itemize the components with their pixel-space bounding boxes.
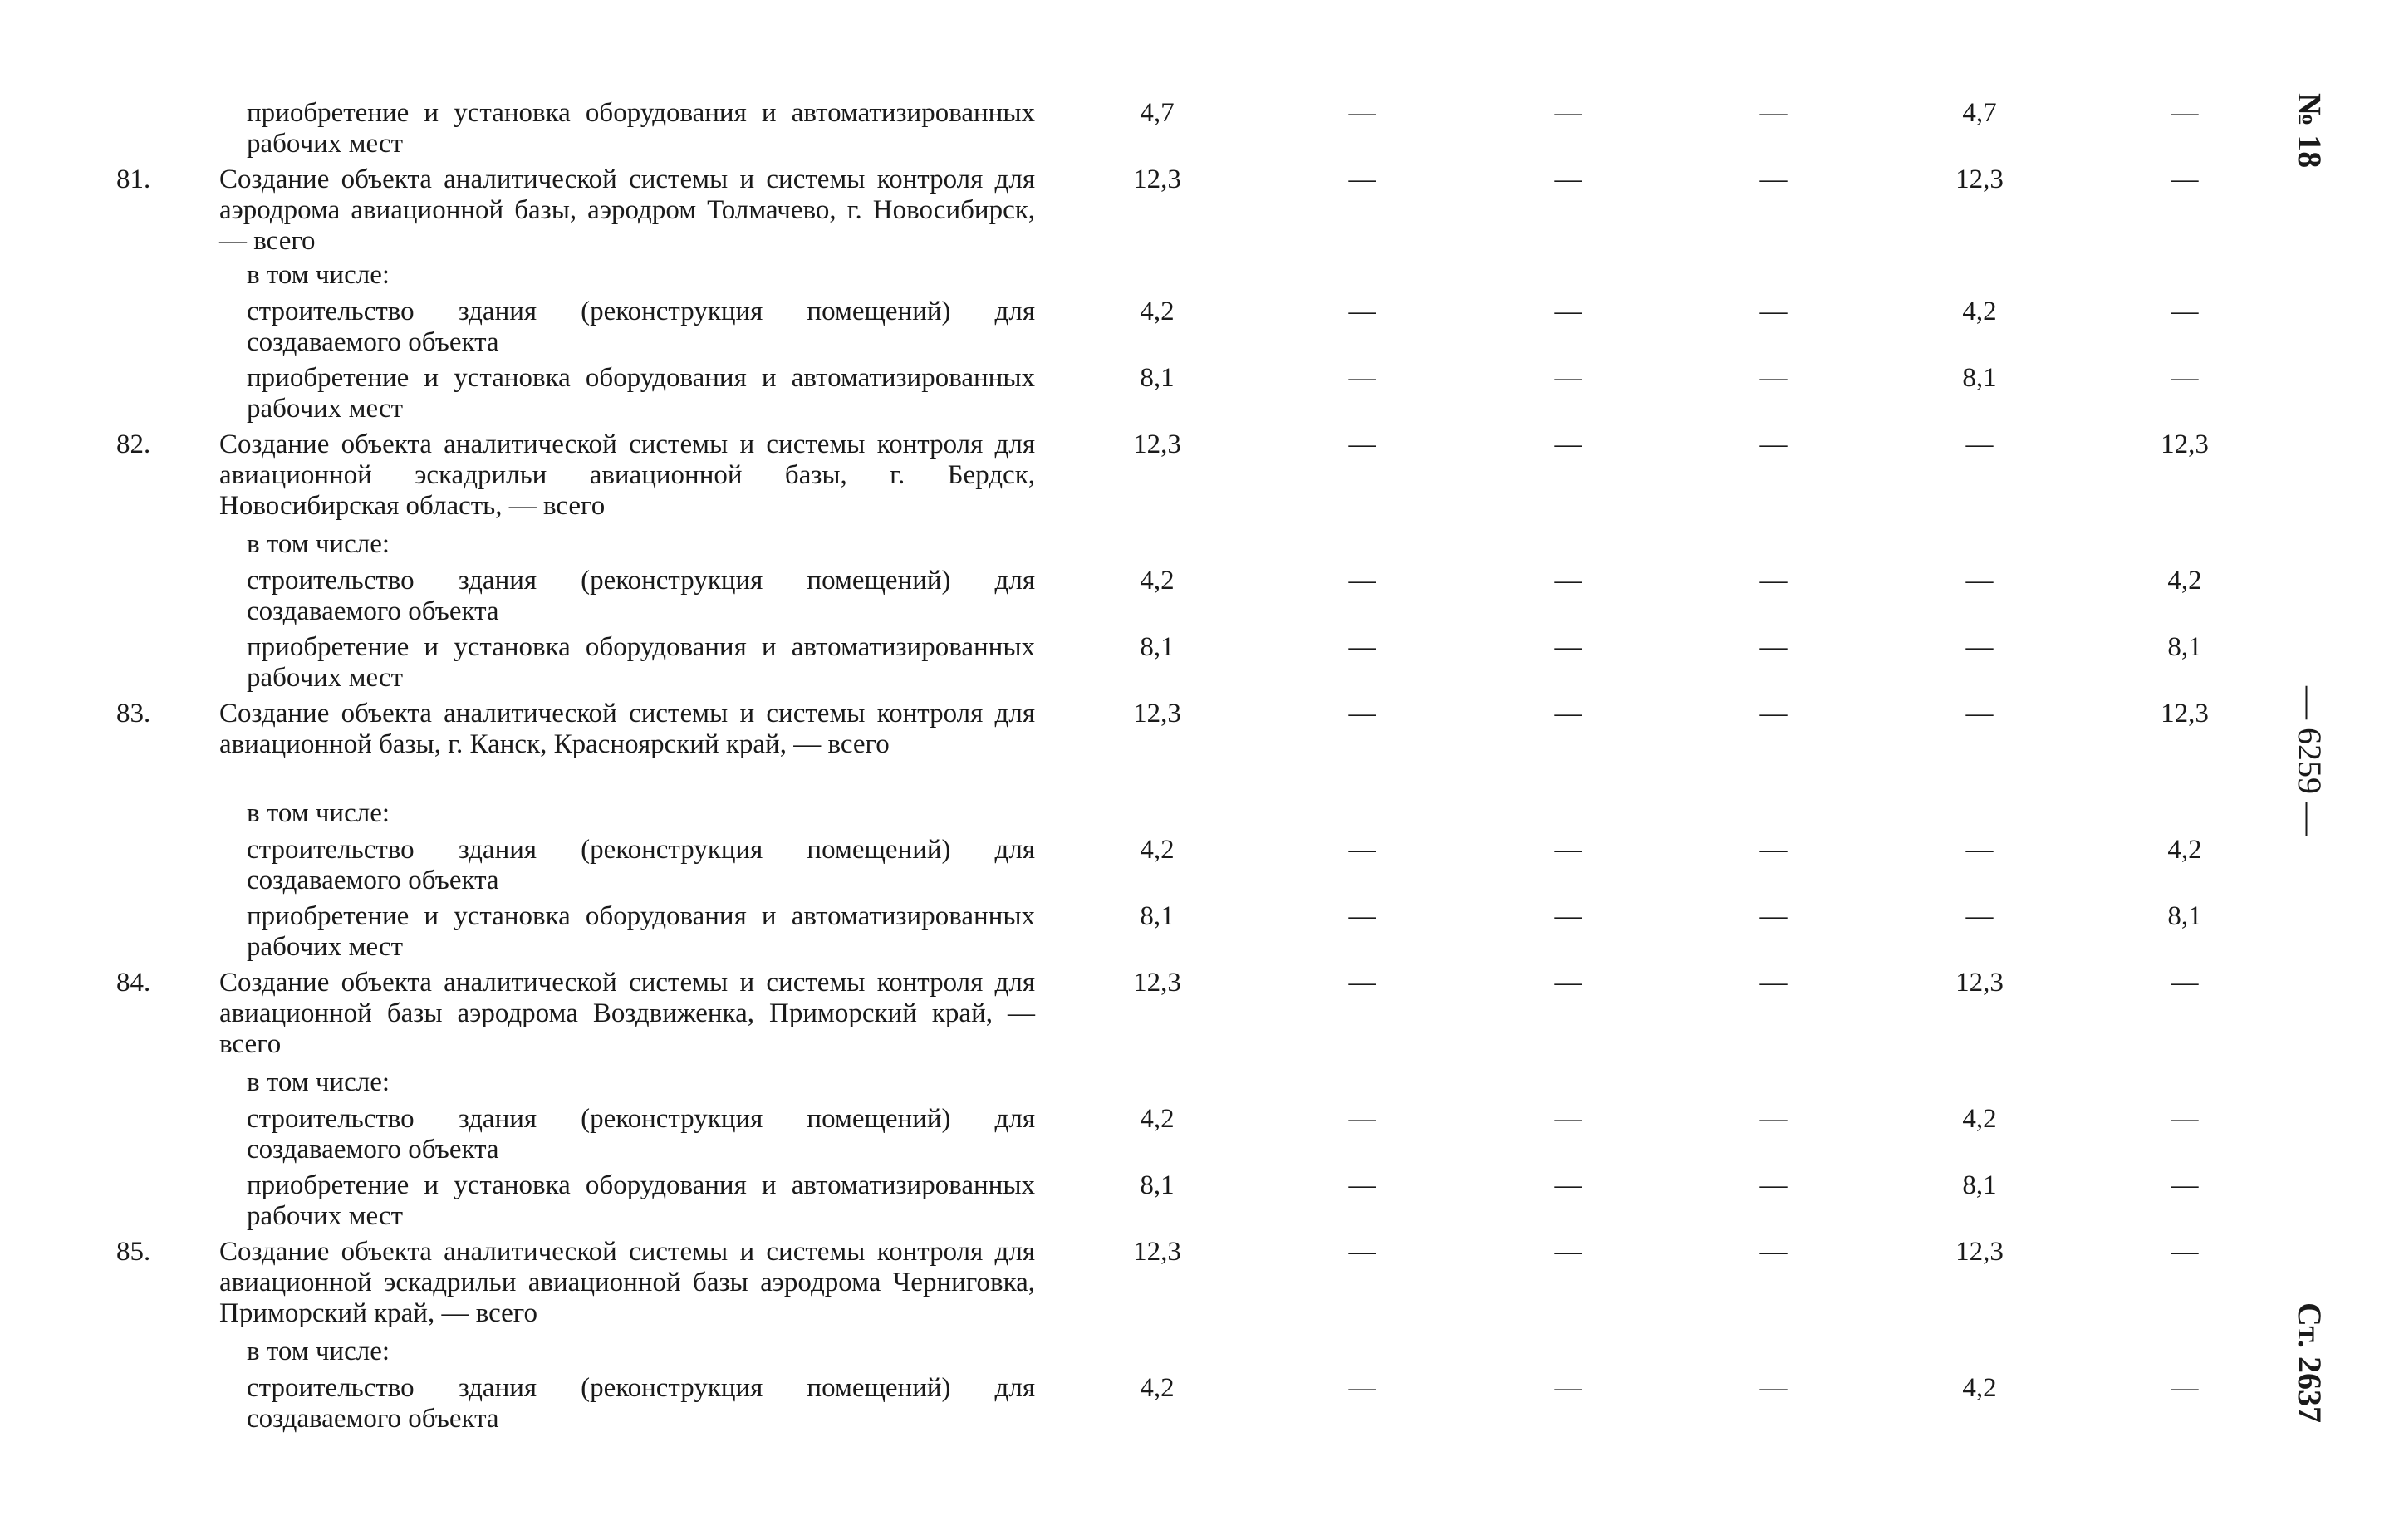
row-description: строительство здания (реконструкция помещений) для создаваемого объекта [247, 566, 1035, 626]
value-cell: — [1759, 98, 1788, 128]
row-description: в том числе: [247, 798, 390, 828]
row-description: приобретение и установка оборудования и автоматизированных рабочих мест [247, 363, 1035, 424]
value-cell: 4,2 [1140, 1373, 1175, 1403]
row-description: Создание объекта аналитической системы и системы контроля для аэродрома авиационной базы, аэродром Толмачево, г. Новосибирск, — всего [219, 164, 1035, 256]
value-cell: 12,3 [2161, 429, 2209, 459]
value-cell: — [1554, 699, 1582, 728]
value-cell: 12,3 [1133, 1237, 1181, 1267]
value-cell: — [1759, 968, 1788, 998]
row-description: приобретение и установка оборудования и автоматизированных рабочих мест [247, 98, 1035, 159]
row-description: Создание объекта аналитической системы и системы контроля для авиационной базы, г. Канск, Красноярский край, — всего [219, 699, 1035, 759]
value-cell: — [1348, 297, 1376, 326]
value-cell: — [1348, 632, 1376, 662]
row-description: приобретение и установка оборудования и автоматизированных рабочих мест [247, 1170, 1035, 1231]
article-number: Ст. 2637 [2291, 1302, 2328, 1423]
value-cell: — [1554, 1170, 1582, 1200]
value-cell: — [1348, 566, 1376, 596]
value-cell: — [1759, 1237, 1788, 1267]
value-cell: — [1759, 363, 1788, 393]
value-cell: — [1554, 901, 1582, 931]
value-cell: — [1554, 297, 1582, 326]
value-cell: — [1965, 901, 1994, 931]
row-description: строительство здания (реконструкция помещений) для создаваемого объекта [247, 297, 1035, 357]
value-cell: 12,3 [1955, 1237, 2004, 1267]
value-cell: 12,3 [1133, 699, 1181, 728]
value-cell: 8,1 [2167, 901, 2202, 931]
value-cell: — [1554, 1104, 1582, 1134]
value-cell: 8,1 [1140, 632, 1175, 662]
value-cell: — [1965, 429, 1994, 459]
row-description: приобретение и установка оборудования и автоматизированных рабочих мест [247, 632, 1035, 693]
value-cell: — [1348, 699, 1376, 728]
value-cell: — [2171, 1237, 2199, 1267]
value-cell: 4,2 [1962, 297, 1997, 326]
value-cell: — [1759, 835, 1788, 865]
value-cell: — [1348, 98, 1376, 128]
row-number: 85. [116, 1237, 151, 1267]
page-range: — 6259 — [2291, 686, 2328, 836]
value-cell: 8,1 [1962, 1170, 1997, 1200]
row-description: Создание объекта аналитической системы и системы контроля для авиационной эскадрильи авиационной базы, г. Бердск, Новосибирская область, — всего [219, 429, 1035, 521]
value-cell: — [1554, 1237, 1582, 1267]
value-cell: 4,2 [1962, 1104, 1997, 1134]
value-cell: — [2171, 98, 2199, 128]
value-cell: — [1554, 98, 1582, 128]
value-cell: 4,7 [1140, 98, 1175, 128]
value-cell: — [1554, 632, 1582, 662]
value-cell: 12,3 [1133, 164, 1181, 194]
value-cell: 8,1 [2167, 632, 2202, 662]
row-description: в том числе: [247, 529, 390, 559]
row-description: в том числе: [247, 260, 390, 290]
row-description: в том числе: [247, 1067, 390, 1097]
value-cell: — [1348, 835, 1376, 865]
value-cell: — [1348, 901, 1376, 931]
row-number: 81. [116, 164, 151, 194]
value-cell: 4,2 [1140, 835, 1175, 865]
issue-number: № 18 [2291, 93, 2328, 169]
value-cell: 8,1 [1140, 363, 1175, 393]
value-cell: 4,2 [1140, 1104, 1175, 1134]
value-cell: — [1965, 699, 1994, 728]
value-cell: 12,3 [1955, 968, 2004, 998]
row-description: строительство здания (реконструкция помещений) для создаваемого объекта [247, 1104, 1035, 1165]
value-cell: — [1759, 699, 1788, 728]
value-cell: — [1554, 566, 1582, 596]
value-cell: — [1554, 164, 1582, 194]
value-cell: — [1965, 566, 1994, 596]
value-cell: — [1965, 835, 1994, 865]
value-cell: 4,2 [1140, 297, 1175, 326]
row-description: в том числе: [247, 1336, 390, 1366]
value-cell: 12,3 [1133, 429, 1181, 459]
value-cell: — [1759, 632, 1788, 662]
value-cell: 8,1 [1140, 1170, 1175, 1200]
value-cell: — [1965, 632, 1994, 662]
value-cell: 12,3 [2161, 699, 2209, 728]
value-cell: — [1759, 1373, 1788, 1403]
value-cell: 4,2 [2167, 566, 2202, 596]
row-description: строительство здания (реконструкция помещений) для создаваемого объекта [247, 835, 1035, 895]
value-cell: 4,2 [1962, 1373, 1997, 1403]
value-cell: 4,2 [1140, 566, 1175, 596]
row-number: 83. [116, 699, 151, 728]
value-cell: — [1348, 1104, 1376, 1134]
value-cell: — [1759, 164, 1788, 194]
value-cell: — [2171, 363, 2199, 393]
value-cell: — [1348, 164, 1376, 194]
value-cell: — [1759, 1104, 1788, 1134]
row-description: Создание объекта аналитической системы и системы контроля для авиационной эскадрильи авиационной базы аэродрома Черниговка, Приморский край, — всего [219, 1237, 1035, 1328]
row-number: 84. [116, 968, 151, 998]
value-cell: — [1348, 1237, 1376, 1267]
value-cell: — [1759, 297, 1788, 326]
row-description: Создание объекта аналитической системы и системы контроля для авиационной базы аэродрома Воздвиженка, Приморский край, — всего [219, 968, 1035, 1059]
value-cell: — [1554, 429, 1582, 459]
value-cell: — [1348, 1373, 1376, 1403]
value-cell: 12,3 [1955, 164, 2004, 194]
row-description: строительство здания (реконструкция помещений) для создаваемого объекта [247, 1373, 1035, 1434]
value-cell: — [1759, 566, 1788, 596]
value-cell: — [1759, 1170, 1788, 1200]
value-cell: 12,3 [1133, 968, 1181, 998]
value-cell: 4,7 [1962, 98, 1997, 128]
value-cell: 8,1 [1962, 363, 1997, 393]
value-cell: — [1759, 429, 1788, 459]
value-cell: 8,1 [1140, 901, 1175, 931]
value-cell: — [2171, 1373, 2199, 1403]
value-cell: — [1554, 968, 1582, 998]
row-number: 82. [116, 429, 151, 459]
value-cell: — [2171, 968, 2199, 998]
value-cell: — [1348, 363, 1376, 393]
value-cell: — [2171, 1104, 2199, 1134]
value-cell: — [1554, 835, 1582, 865]
value-cell: — [2171, 164, 2199, 194]
value-cell: — [1348, 429, 1376, 459]
value-cell: — [1554, 363, 1582, 393]
value-cell: 4,2 [2167, 835, 2202, 865]
value-cell: — [2171, 1170, 2199, 1200]
value-cell: — [1348, 1170, 1376, 1200]
row-description: приобретение и установка оборудования и автоматизированных рабочих мест [247, 901, 1035, 962]
value-cell: — [1759, 901, 1788, 931]
value-cell: — [1554, 1373, 1582, 1403]
value-cell: — [2171, 297, 2199, 326]
value-cell: — [1348, 968, 1376, 998]
